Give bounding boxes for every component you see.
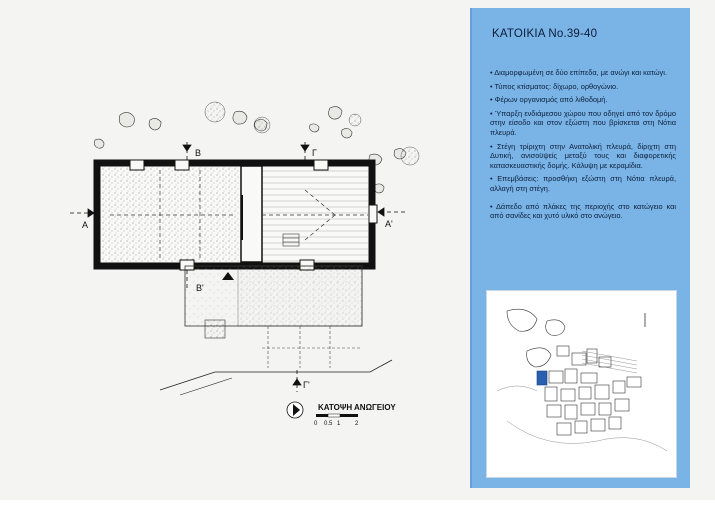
section-label-b: B xyxy=(195,148,202,158)
plan-caption: ΚΑΤΟΨΗ ΑΝΩΓΕΙΟΥ xyxy=(318,403,396,412)
site-map-svg xyxy=(487,291,676,477)
highlighted-building xyxy=(537,371,547,385)
note-item: • Τύπος κτίσματος: δίχωρο, ορθογώνιο. xyxy=(490,81,619,91)
page-title: ΚΑΤΟΙΚΙΑ Νο.39-40 xyxy=(492,28,598,40)
note-item: • Στέγη τρίριχτη στην Ανατολική πλευρά, δίριχτη στη Δυτική, ανισοϋψείς μεταξύ τους και διαφορετικής κατασκευαστικής δομής. Κάλυψη με κεραμίδια. xyxy=(490,141,676,170)
north-arrow-icon xyxy=(287,402,303,418)
section-label-a-prime: A' xyxy=(385,219,393,229)
note-item: • Φέρων οργανισμός από λιθοδομή. xyxy=(490,95,608,105)
section-label-b-prime: B' xyxy=(196,283,204,293)
note-item: • Δάπεδο από πλάκες της περιοχής στο κατώγειο και από σανίδες και χυτό υλικό στο ανώγειο. xyxy=(490,201,676,221)
scale-tick-1: 1 xyxy=(337,421,341,427)
south-terrace xyxy=(185,266,362,368)
dividing-wall xyxy=(241,166,262,262)
scale-tick-05: 0.5 xyxy=(324,421,333,427)
site-location-map xyxy=(486,290,677,478)
west-room-floor xyxy=(101,167,241,262)
section-label-a: A xyxy=(82,220,89,230)
section-label-g: Γ xyxy=(312,148,317,158)
note-item: • Διαμορφωμένη σε δύο επίπεδα, με ανώγι και κατώγι. xyxy=(490,68,667,77)
east-room-floor xyxy=(262,167,368,262)
scale-tick-2: 2 xyxy=(355,421,359,427)
note-item: • Επεμβάσεις: προσθήκη εξώστη στη Νότια πλευρά, αλλαγή στη στέγη. xyxy=(490,174,676,193)
scale-bar xyxy=(316,414,358,417)
ground-contour xyxy=(160,360,392,390)
scale-tick-0: 0 xyxy=(314,421,318,427)
note-item: • Ύπαρξη ενδιάμεσου χώρου που οδηγεί από τον δρόμο στην είσοδο και στον εξώστη που βρίσκεται στη Νότια πλευρά. xyxy=(490,108,676,137)
info-panel xyxy=(470,8,690,488)
notes-list xyxy=(490,68,676,225)
section-label-g-prime: Γ' xyxy=(303,380,310,390)
